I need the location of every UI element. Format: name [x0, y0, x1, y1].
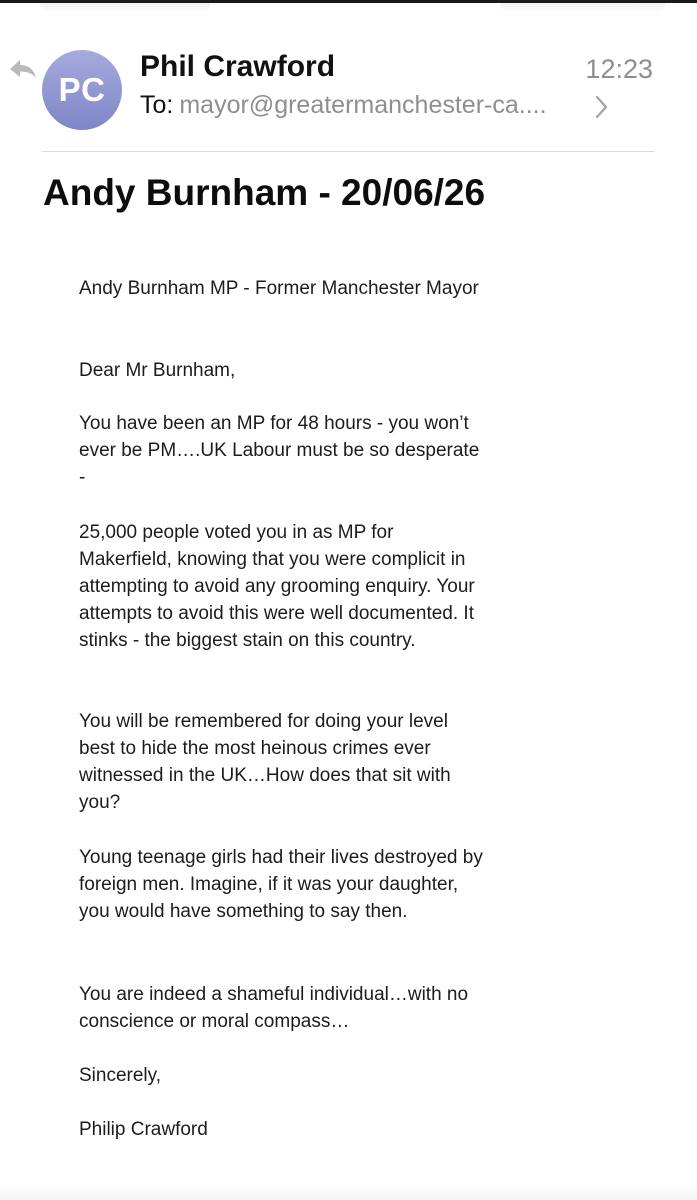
- header-divider: [42, 151, 655, 152]
- chevron-right-icon[interactable]: [594, 93, 610, 121]
- body-paragraph: You have been an MP for 48 hours - you won’t ever be PM….UK Labour must be so desperate -: [79, 413, 480, 488]
- recipient-address[interactable]: mayor@greatermanchester-ca....: [179, 91, 547, 119]
- body-paragraph: Young teenage girls had their lives destroyed by foreign men. Imagine, if it was your daughter, you would have something to say then.: [79, 847, 483, 922]
- greeting: Dear Mr Burnham,: [79, 360, 236, 381]
- addressee-line: Andy Burnham MP - Former Manchester Mayor: [79, 278, 479, 299]
- recipient-row[interactable]: [140, 91, 547, 120]
- signature: Philip Crawford: [79, 1119, 208, 1140]
- to-label: To:: [140, 91, 174, 119]
- reply-arrow-icon: [8, 56, 38, 82]
- top-shadow-left: [40, 3, 210, 13]
- body-paragraph: You will be remembered for doing your level best to hide the most heinous crimes ever witnessed in the UK…How does that sit with you?: [79, 711, 451, 813]
- sender-name[interactable]: Phil Crawford: [140, 50, 336, 83]
- avatar-initials: PC: [58, 71, 106, 108]
- body-paragraph: You are indeed a shameful individual…with no conscience or moral compass…: [79, 984, 469, 1032]
- top-shadow-right: [500, 3, 665, 13]
- body-paragraph: 25,000 people voted you in as MP for Makerfield, knowing that you were complicit in attempting to avoid any grooming enquiry. Your attempts to avoid this were well documented. It stinks - the biggest stain on this country.: [79, 522, 475, 651]
- bottom-shadow: [0, 1185, 697, 1200]
- avatar[interactable]: [42, 50, 122, 130]
- email-subject: Andy Burnham - 20/06/26: [43, 172, 486, 213]
- sign-off: Sincerely,: [79, 1065, 162, 1086]
- message-time: 12:23: [585, 54, 653, 84]
